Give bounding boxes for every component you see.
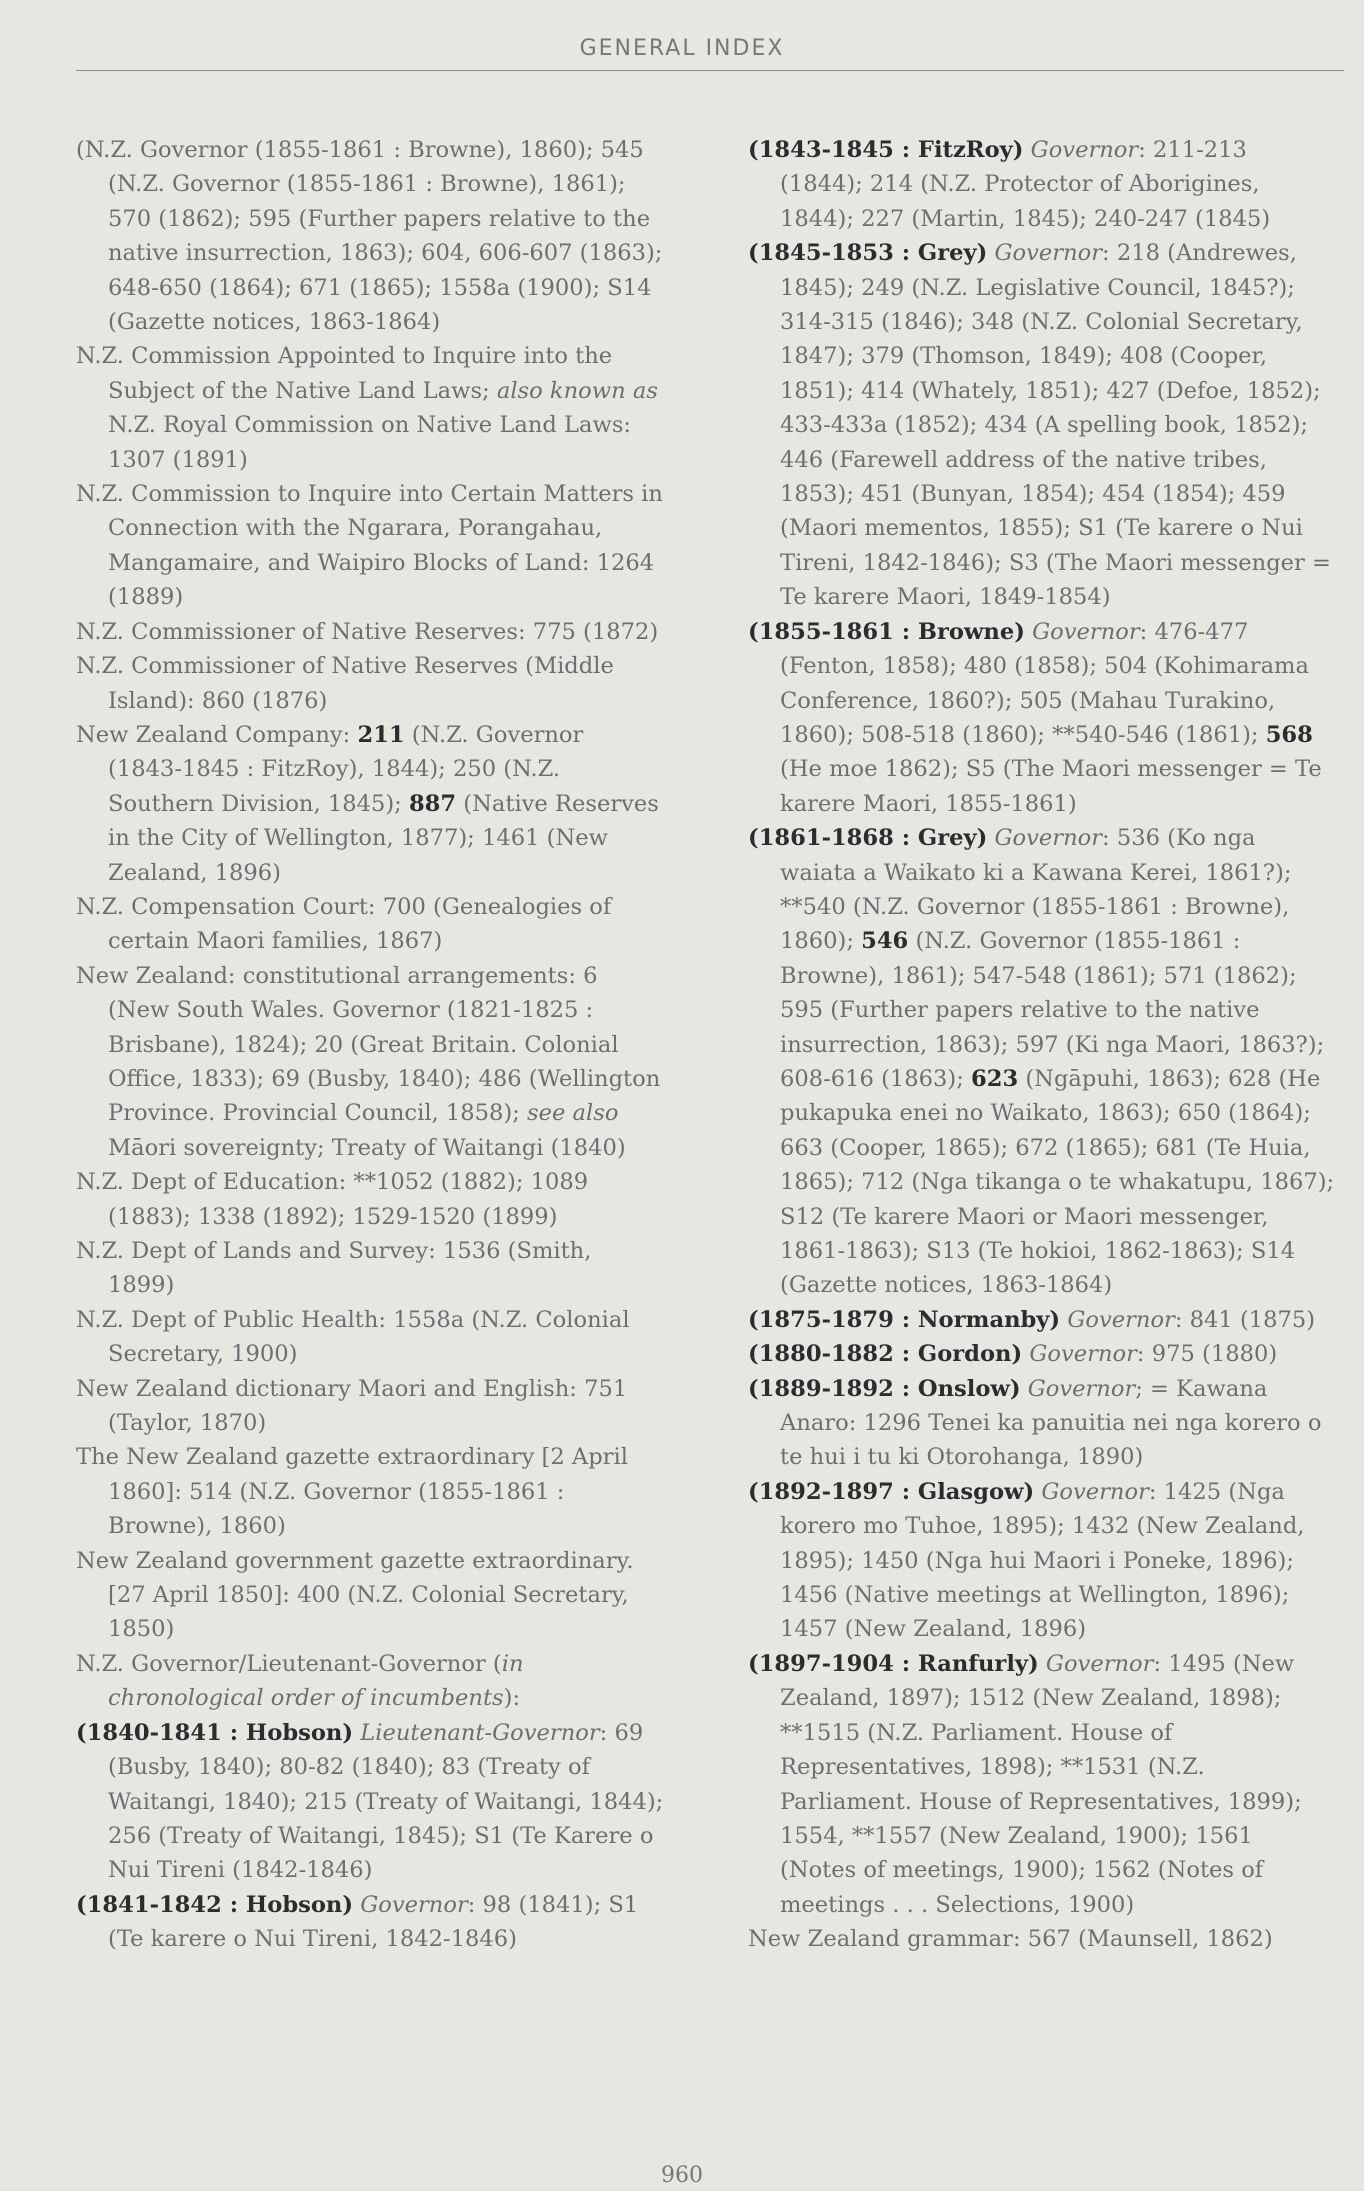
page-number: 960 (661, 2163, 703, 2188)
index-entry: The New Zealand gazette extraordinary [2 April 1860]: 514 (N.Z. Governor (1855-1861 : Browne), 1860) (76, 1444, 628, 1540)
index-entry: New Zealand dictionary Maori and English: 751 (Taylor, 1870) (76, 1375, 628, 1437)
index-entry: (1861-1868 : Grey) Governor: 536 (Ko nga waiata a Waikato ki a Kawana Kerei, 1861?); **540 (N.Z. Governor (1855-1861 : Browne), 1860); 546 (N.Z. Governor (1855-1861 : Browne), 1861); 547-548 (1861); 571 (1862); 595 (Further papers relative to the native insurrection, 1863); 597 (Ki nga Maori, 1863?); 608-616 (1863); 623 (Ngāpuhi, 1863); 628 (He pukapuka enei no Waikato, 1863); 650 (1864); 663 (Cooper, 1865); 672 (1865); 681 (Te Huia, 1865); 712 (Nga tikanga o te whakatupu, 1867); S12 (Te karere Maori or Maori messenger, 1861-1863); S13 (Te hokioi, 1862-1863); S14 (Gazette notices, 1863-1864) (748, 825, 1335, 1299)
index-entry: (1840-1841 : Hobson) Lieutenant-Governor: 69 (Busby, 1840); 80-82 (1840); 83 (Treaty of Waitangi, 1840); 215 (Treaty of Waitangi, 1844); 256 (Treaty of Waitangi, 1845); S1 (Te Karere o Nui Tireni (1842-1846) (76, 1719, 664, 1884)
index-entry: N.Z. Commissioner of Native Reserves: 775 (1872) (76, 618, 659, 645)
header-rule (76, 70, 1344, 71)
index-entry: New Zealand grammar: 567 (Maunsell, 1862) (748, 1926, 1273, 1953)
index-entry: (N.Z. Governor (1855-1861 : Browne), 1860); 545 (N.Z. Governor (1855-1861 : Browne), 1861); 570 (1862); 595 (Further papers relative to the native insurrection, 1863); 604, 606-607 (1863); 648-650 (1864); 671 (1865); 1558a (1900); S14 (Gazette notices, 1863-1864) (76, 137, 663, 336)
index-entry: (1845-1853 : Grey) Governor: 218 (Andrewes, 1845); 249 (N.Z. Legislative Council, 1845?); 314-315 (1846); 348 (N.Z. Colonial Secretary, 1847); 379 (Thomson, 1849); 408 (Cooper, 1851); 414 (Whately, 1851); 427 (Defoe, 1852); 433-433a (1852); 434 (A spelling book, 1852); 446 (Farewell address of the native tribes, 1853); 451 (Bunyan, 1854); 454 (1854); 459 (Maori mementos, 1855); S1 (Te karere o Nui Tireni, 1842-1846); S3 (The Maori messenger = Te karere Maori, 1849-1854) (748, 240, 1331, 611)
index-entry: N.Z. Commissioner of Native Reserves (Middle Island): 860 (1876) (76, 653, 614, 714)
index-entry: N.Z. Commission to Inquire into Certain Matters in Connection with the Ngarara, Porangahau, Mangamaire, and Waipiro Blocks of Land: 1264 (1889) (76, 481, 663, 611)
index-entry: (1897-1904 : Ranfurly) Governor: 1495 (New Zealand, 1897); 1512 (New Zealand, 1898); **1515 (N.Z. Parliament. House of Representatives, 1898); **1531 (N.Z. Parliament. House of Representatives, 1899); 1554, **1557 (New Zealand, 1900); 1561 (Notes of meetings, 1900); 1562 (Notes of meetings . . . Selections, 1900) (748, 1650, 1302, 1918)
index-entry: New Zealand Company: 211 (N.Z. Governor (1843-1845 : FitzRoy), 1844); 250 (N.Z. Southern Division, 1845); 887 (Native Reserves in the City of Wellington, 1877); 1461 (New Zealand, 1896) (76, 721, 659, 886)
index-entry: N.Z. Dept of Lands and Survey: 1536 (Smith, 1899) (76, 1238, 592, 1299)
index-entry: (1880-1882 : Gordon) Governor: 975 (1880) (748, 1341, 1278, 1368)
index-entry: (1889-1892 : Onslow) Governor; = Kawana Anaro: 1296 Tenei ka panuitia nei nga korero o te hui i tu ki Otorohanga, 1890) (748, 1375, 1322, 1471)
left-column (76, 133, 664, 1957)
index-entry: (1841-1842 : Hobson) Governor: 98 (1841); S1 (Te karere o Nui Tireni, 1842-1846) (76, 1891, 639, 1953)
right-column (748, 133, 1336, 1957)
running-header: GENERAL INDEX (579, 36, 785, 61)
index-entry: (1875-1879 : Normanby) Governor: 841 (1875) (748, 1306, 1316, 1333)
index-entry: N.Z. Commission Appointed to Inquire into the Subject of the Native Land Laws; also known as N.Z. Royal Commission on Native Land Laws: 1307 (1891) (76, 343, 658, 473)
index-entry: New Zealand government gazette extraordinary. [27 April 1850]: 400 (N.Z. Colonial Secretary, 1850) (76, 1547, 634, 1643)
index-entry: (1892-1897 : Glasgow) Governor: 1425 (Nga korero mo Tuhoe, 1895); 1432 (New Zealand, 1895); 1450 (Nga hui Maori i Poneke, 1896); 1456 (Native meetings at Wellington, 1896); 1457 (New Zealand, 1896) (748, 1478, 1305, 1643)
index-entry: N.Z. Dept of Public Health: 1558a (N.Z. Colonial Secretary, 1900) (76, 1306, 630, 1368)
index-entry: N.Z. Dept of Education: **1052 (1882); 1089 (1883); 1338 (1892); 1529-1520 (1899) (76, 1169, 589, 1230)
index-entry: (1843-1845 : FitzRoy) Governor: 211-213 (1844); 214 (N.Z. Protector of Aborigines, 1844); 227 (Martin, 1845); 240-247 (1845) (748, 137, 1271, 232)
index-entry: New Zealand: constitutional arrangements: 6 (New South Wales. Governor (1821-1825 : Brisbane), 1824); 20 (Great Britain. Colonial Office, 1833); 69 (Busby, 1840); 486 (Wellington Province. Provincial Council, 1858); see also Māori sovereignty; Treaty of Waitangi (1840) (76, 962, 661, 1161)
index-entry: N.Z. Governor/Lieutenant-Governor (in chronological order of incumbents): (76, 1650, 524, 1712)
index-entry: N.Z. Compensation Court: 700 (Genealogies of certain Maori families, 1867) (76, 893, 612, 955)
index-entry: (1855-1861 : Browne) Governor: 476-477 (Fenton, 1858); 480 (1858); 504 (Kohimarama Conference, 1860?); 505 (Mahau Turakino, 1860); 508-518 (1860); **540-546 (1861); 568 (He moe 1862); S5 (The Maori messenger = Te karere Maori, 1855-1861) (748, 618, 1322, 817)
